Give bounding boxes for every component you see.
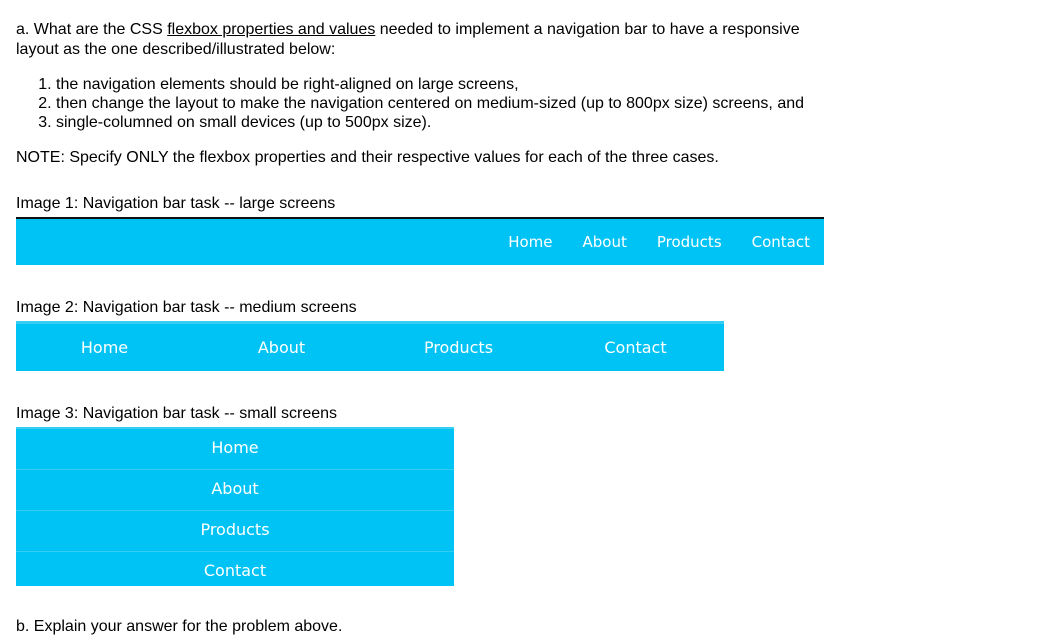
requirement-item: 2. then change the layout to make the navigation centered on medium-sized (up to 800px size) screens, and — [56, 94, 804, 113]
image-1-caption: Image 1: Navigation bar task -- large screens — [16, 195, 336, 212]
nav-large-about[interactable]: About — [582, 233, 627, 251]
navbar-large — [16, 217, 824, 265]
question-a — [16, 20, 816, 60]
requirements-list — [16, 75, 804, 132]
question-b: b. Explain your answer for the problem above. — [16, 618, 343, 635]
image-2-caption: Image 2: Navigation bar task -- medium screens — [16, 299, 357, 316]
nav-small-home[interactable]: Home — [16, 429, 454, 470]
navbar-small — [16, 427, 454, 586]
nav-large-products[interactable]: Products — [656, 233, 722, 251]
image-3-caption: Image 3: Navigation bar task -- small screens — [16, 405, 338, 422]
nav-large-home[interactable]: Home — [508, 233, 553, 251]
note-text: NOTE: Specify ONLY the flexbox properties and their respective values for each of the three cases. — [16, 149, 719, 166]
nav-medium-home[interactable]: Home — [80, 338, 129, 357]
requirement-item: 3. single-columned on small devices (up to 500px size). — [56, 113, 804, 132]
question-a-suffix: needed to implement a navigation bar to have a responsive layout as the one described/illustrated below: — [16, 21, 800, 58]
nav-large-contact[interactable]: Contact — [751, 233, 810, 251]
requirement-item: 1. the navigation elements should be right-aligned on large screens, — [56, 75, 804, 94]
nav-small-products[interactable]: Products — [16, 511, 454, 552]
question-a-prefix: a. What are the CSS — [16, 21, 168, 38]
navbar-medium — [16, 321, 724, 371]
nav-medium-about[interactable]: About — [257, 338, 306, 357]
flexbox-link[interactable]: flexbox properties and values — [167, 21, 376, 38]
nav-medium-contact[interactable]: Contact — [604, 338, 667, 357]
nav-medium-products[interactable]: Products — [423, 338, 494, 357]
nav-small-contact[interactable]: Contact — [203, 561, 267, 580]
nav-small-about[interactable]: About — [16, 470, 454, 511]
